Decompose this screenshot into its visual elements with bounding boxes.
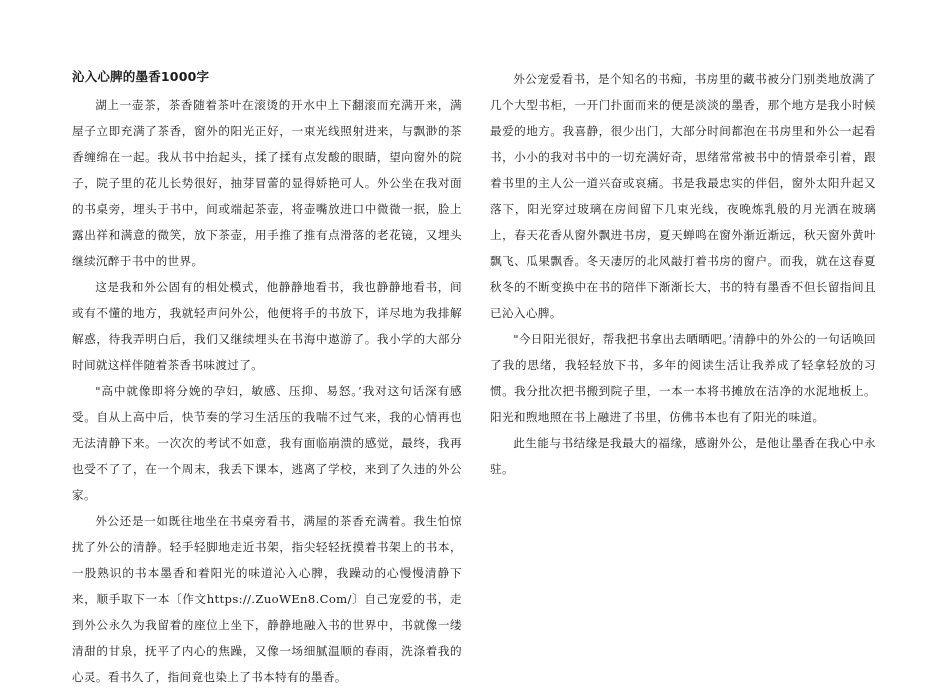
paragraph: 外公宠爱看书，是个知名的书痴，书房里的藏书被分门别类地放满了几个大型书柜，一开门扑面而来的便是淡淡的墨香，那个地方是我小时候最爱的地方。我喜静，很少出门，大部分时间都泡在书房里和外公一起看书，小小的我对书中的一切充满好奇，思绪常常被书中的情景牵引着，跟着书里的主人公一道兴奋或哀痛。书是我最忠实的伴侣，窗外太阳升起又落下，阳光穿过玻璃在房间留下几束光线，夜晚炼乳般的月光洒在玻璃上，春天花香从窗外飘进书房，夏天蝉鸣在窗外渐近渐远，秋天窗外黄叶飘飞、瓜果飘香。冬天凄厉的北风敲打着书房的窗户。而我，就在这春夏秋冬的不断变换中在书的陪伴下渐渐长大，书的特有墨香不但长留指间且已沁入心脾。 <box>490 72 876 320</box>
right-column <box>490 66 876 482</box>
paragraph: "高中就像即将分娩的孕妇，敏感、压抑、易怒。’我对这句话深有感受。自从上高中后，快节奏的学习生活压的我喘不过气来，我的心情再也无法清静下来。一次次的考试不如意，我有面临崩溃的感觉，最终，我再也受不了了，在一个周末，我丢下课本，逃离了学校，来到了久违的外公家。 <box>72 384 462 502</box>
paragraph: "今日阳光很好，帮我把书拿出去晒晒吧。’清静中的外公的一句话唤回了我的思绪，我轻轻放下书，多年的阅读生活让我养成了轻拿轻放的习惯。我分批次把书搬到院子里，一本一本将书摊放在洁净的水泥地板上。阳光和煦地照在书上融进了书里，仿佛书本也有了阳光的味道。 <box>490 332 876 424</box>
paragraph: 外公还是一如既往地坐在书桌旁看书，满屋的茶香充满着。我生怕惊扰了外公的清静。轻手轻脚地走近书架，指尖轻轻抚摸着书架上的书本，一股熟识的书本墨香和着阳光的味道沁入心脾，我躁动的心慢慢清静下来，顺手取下一本〔作文https://.ZuoWEn8.Com/〕自己宠爱的书，走到外公永久为我留着的座位上坐下，静静地融入书的世界中，书就像一缕清甜的甘泉，抚平了内心的焦躁，又像一场细腻温顺的春雨，洗涤着我的心灵。看书久了，指间竟也染上了书本特有的墨香。 <box>72 514 462 684</box>
left-column <box>72 66 462 690</box>
article-title: 沁入心脾的墨香1000字 <box>72 69 210 84</box>
paragraph: 此生能与书结缘是我最大的福缘，感谢外公，是他让墨香在我心中永驻。 <box>490 436 876 476</box>
paragraph: 湖上一壶茶，茶香随着茶叶在滚烫的开水中上下翻滚而充满开来，满屋子立即充满了茶香，窗外的阳光正好，一束光线照射进来，与飘渺的茶香缠绵在一起。我从书中抬起头，揉了揉有点发酸的眼睛，望向窗外的院子，院子里的花儿长势很好，抽芽冒蕾的显得娇艳可人。外公坐在我对面的书桌旁，埋头于书中，间或端起茶壶，将壶嘴放进口中微微一抿，脸上露出祥和满意的微笑，放下茶壶，用手推了推有点滑落的老花镜，又埋头继续沉醉于书中的世界。 <box>72 98 462 268</box>
paragraph: 这是我和外公固有的相处模式，他静静地看书，我也静静地看书，间或有不懂的地方，我就轻声问外公，他便将手的书放下，详尽地为我排解解惑，待我弄明白后，我们又继续埋头在书海中遨游了。我小学的大部分时间就这样伴随着茶香书味渡过了。 <box>72 280 462 372</box>
